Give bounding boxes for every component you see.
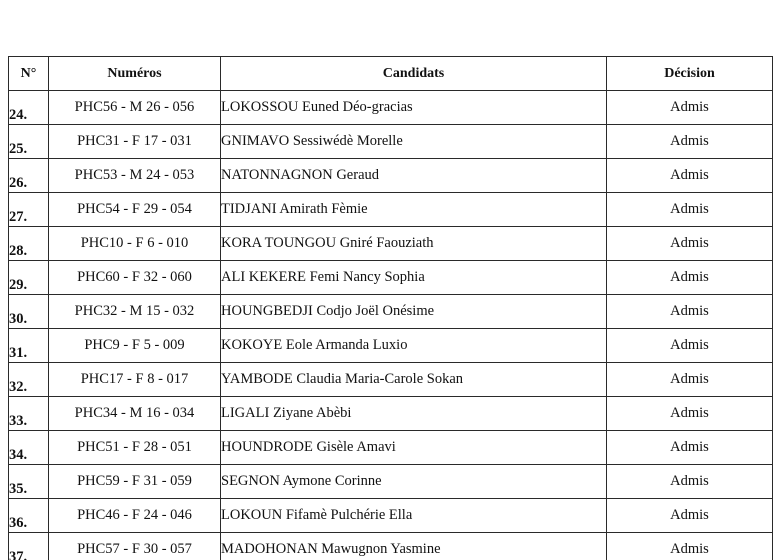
table-row	[9, 431, 773, 465]
table-row	[9, 159, 773, 193]
candidate-decision: Admis	[607, 91, 773, 125]
candidate-decision: Admis	[607, 363, 773, 397]
row-number: 25.	[9, 125, 49, 159]
candidate-numero: PHC51 - F 28 - 051	[49, 431, 221, 465]
candidate-name: ALI KEKERE Femi Nancy Sophia	[221, 261, 607, 295]
table-row	[9, 465, 773, 499]
candidate-decision: Admis	[607, 295, 773, 329]
candidate-decision: Admis	[607, 533, 773, 560]
header-no: N°	[9, 57, 49, 91]
table-row	[9, 329, 773, 363]
table-row	[9, 125, 773, 159]
candidate-name: KOKOYE Eole Armanda Luxio	[221, 329, 607, 363]
header-numeros: Numéros	[49, 57, 221, 91]
row-number: 24.	[9, 91, 49, 125]
candidate-name: KORA TOUNGOU Gniré Faouziath	[221, 227, 607, 261]
row-number: 28.	[9, 227, 49, 261]
candidate-decision: Admis	[607, 125, 773, 159]
table-header-row	[9, 57, 773, 91]
candidate-numero: PHC17 - F 8 - 017	[49, 363, 221, 397]
table-row	[9, 533, 773, 560]
candidate-decision: Admis	[607, 397, 773, 431]
table-row	[9, 227, 773, 261]
row-number: 35.	[9, 465, 49, 499]
row-number: 33.	[9, 397, 49, 431]
results-table	[8, 56, 773, 560]
candidate-name: GNIMAVO Sessiwédè Morelle	[221, 125, 607, 159]
table-row	[9, 397, 773, 431]
row-number: 32.	[9, 363, 49, 397]
candidate-numero: PHC32 - M 15 - 032	[49, 295, 221, 329]
candidate-numero: PHC60 - F 32 - 060	[49, 261, 221, 295]
row-number: 30.	[9, 295, 49, 329]
candidate-decision: Admis	[607, 193, 773, 227]
candidate-decision: Admis	[607, 431, 773, 465]
row-number: 27.	[9, 193, 49, 227]
candidate-name: MADOHONAN Mawugnon Yasmine	[221, 533, 607, 560]
table-row	[9, 261, 773, 295]
header-decision: Décision	[607, 57, 773, 91]
candidate-numero: PHC34 - M 16 - 034	[49, 397, 221, 431]
row-number: 34.	[9, 431, 49, 465]
candidate-numero: PHC53 - M 24 - 053	[49, 159, 221, 193]
candidate-decision: Admis	[607, 499, 773, 533]
candidate-numero: PHC59 - F 31 - 059	[49, 465, 221, 499]
candidate-name: LOKOSSOU Euned Déo-gracias	[221, 91, 607, 125]
candidate-name: TIDJANI Amirath Fèmie	[221, 193, 607, 227]
candidate-name: NATONNAGNON Geraud	[221, 159, 607, 193]
table-row	[9, 91, 773, 125]
candidate-decision: Admis	[607, 329, 773, 363]
candidate-decision: Admis	[607, 465, 773, 499]
candidate-decision: Admis	[607, 261, 773, 295]
row-number: 31.	[9, 329, 49, 363]
row-number: 29.	[9, 261, 49, 295]
candidate-name: SEGNON Aymone Corinne	[221, 465, 607, 499]
candidate-numero: PHC57 - F 30 - 057	[49, 533, 221, 560]
row-number: 36.	[9, 499, 49, 533]
candidate-name: LOKOUN Fifamè Pulchérie Ella	[221, 499, 607, 533]
candidate-name: HOUNDRODE Gisèle Amavi	[221, 431, 607, 465]
row-number: 26.	[9, 159, 49, 193]
candidate-name: LIGALI Ziyane Abèbi	[221, 397, 607, 431]
table-row	[9, 295, 773, 329]
candidate-numero: PHC46 - F 24 - 046	[49, 499, 221, 533]
header-candidats: Candidats	[221, 57, 607, 91]
candidate-name: HOUNGBEDJI Codjo Joël Onésime	[221, 295, 607, 329]
candidate-numero: PHC10 - F 6 - 010	[49, 227, 221, 261]
table-row	[9, 363, 773, 397]
row-number: 37.	[9, 533, 49, 560]
table-row	[9, 193, 773, 227]
table-row	[9, 499, 773, 533]
candidate-name: YAMBODE Claudia Maria-Carole Sokan	[221, 363, 607, 397]
candidate-numero: PHC9 - F 5 - 009	[49, 329, 221, 363]
candidate-decision: Admis	[607, 227, 773, 261]
candidate-numero: PHC56 - M 26 - 056	[49, 91, 221, 125]
candidate-numero: PHC31 - F 17 - 031	[49, 125, 221, 159]
candidate-decision: Admis	[607, 159, 773, 193]
candidate-numero: PHC54 - F 29 - 054	[49, 193, 221, 227]
